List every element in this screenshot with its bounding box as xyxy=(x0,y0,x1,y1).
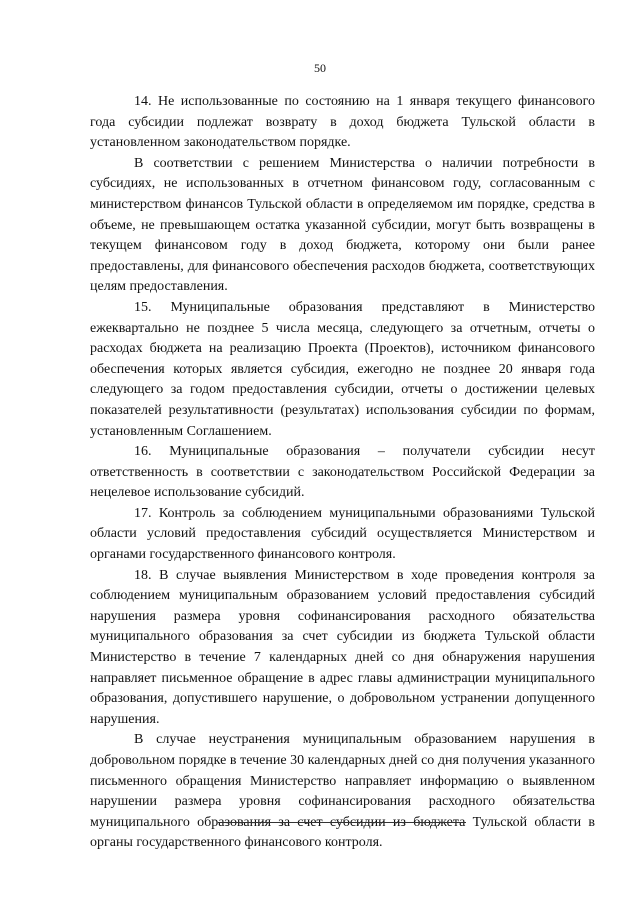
paragraph-15-reporting: 15. Муниципальные образования представляют в Министерство ежеквартально не позднее 5 числа месяца, следующего за отчетным, отчеты о расходах бюджета на реализацию Проекта (Проектов), источником финансового обеспечения которых является субсидия, ежегодно не позднее 20 января года следующего за годом предоставления субсидии, отчеты о достижении целевых показателей результативности (результатах) использования субсидии по формам, установленным Соглашением. xyxy=(90,299,595,439)
paragraph-18-violation-notice: 18. В случае выявления Министерством в ходе проведения контроля за соблюдением муниципальным образованием условий предоставления субсидий нарушения размера уровня софинансирования расходного обязательства муниципального образования за счет субсидии из бюджета Тульской области Министерство в течение 7 календарных дней со дня обнаружения нарушения направляет письменное обращение в адрес главы администрации муниципального образования, допустившего нарушение, о добровольном устранении допущенного нарушения. xyxy=(90,567,595,727)
page-number: 50 xyxy=(314,61,326,75)
end-of-text-rule xyxy=(218,822,466,823)
paragraph-14-repayment-decision: В соответствии с решением Министерства о наличии потребности в субсидиях, не использованных в отчетном финансовом году, согласованным с министерством финансов Тульской области в определяемом им порядке, средства в объеме, не превышающем остатка указанной субсидии, могут быть возвращены в текущем финансовом году в доход бюджета, которому они были ранее предоставлены, для финансового обеспечения расходов бюджета, соответствующих целям предоставления. xyxy=(90,155,595,295)
paragraph-17-control: 17. Контроль за соблюдением муниципальными образованиями Тульской области условий предоставления субсидий осуществляется Министерством и органами государственного финансового контроля. xyxy=(90,505,595,563)
paragraph-14-return-of-subsidies: 14. Не использованные по состоянию на 1 января текущего финансового года субсидии подлежат возврату в доход бюджета Тульской области в установленном законодательством порядке. xyxy=(90,94,595,151)
document-body xyxy=(90,92,595,854)
paragraph-18-escalation: В случае неустранения муниципальным образованием нарушения в добровольном порядке в течение 30 календарных дней со дня получения указанного письменного обращения Министерство направляет информацию о выявленном нарушении размера уровня софинансирования расходного обязательства муниципального образования за счет субсидии из бюджета Тульской области в органы государственного финансового контроля. xyxy=(90,732,595,851)
paragraph-16-responsibility: 16. Муниципальные образования – получатели субсидии несут ответственность в соответствии с законодательством Российской Федерации за нецелевое использование субсидий. xyxy=(90,444,595,501)
